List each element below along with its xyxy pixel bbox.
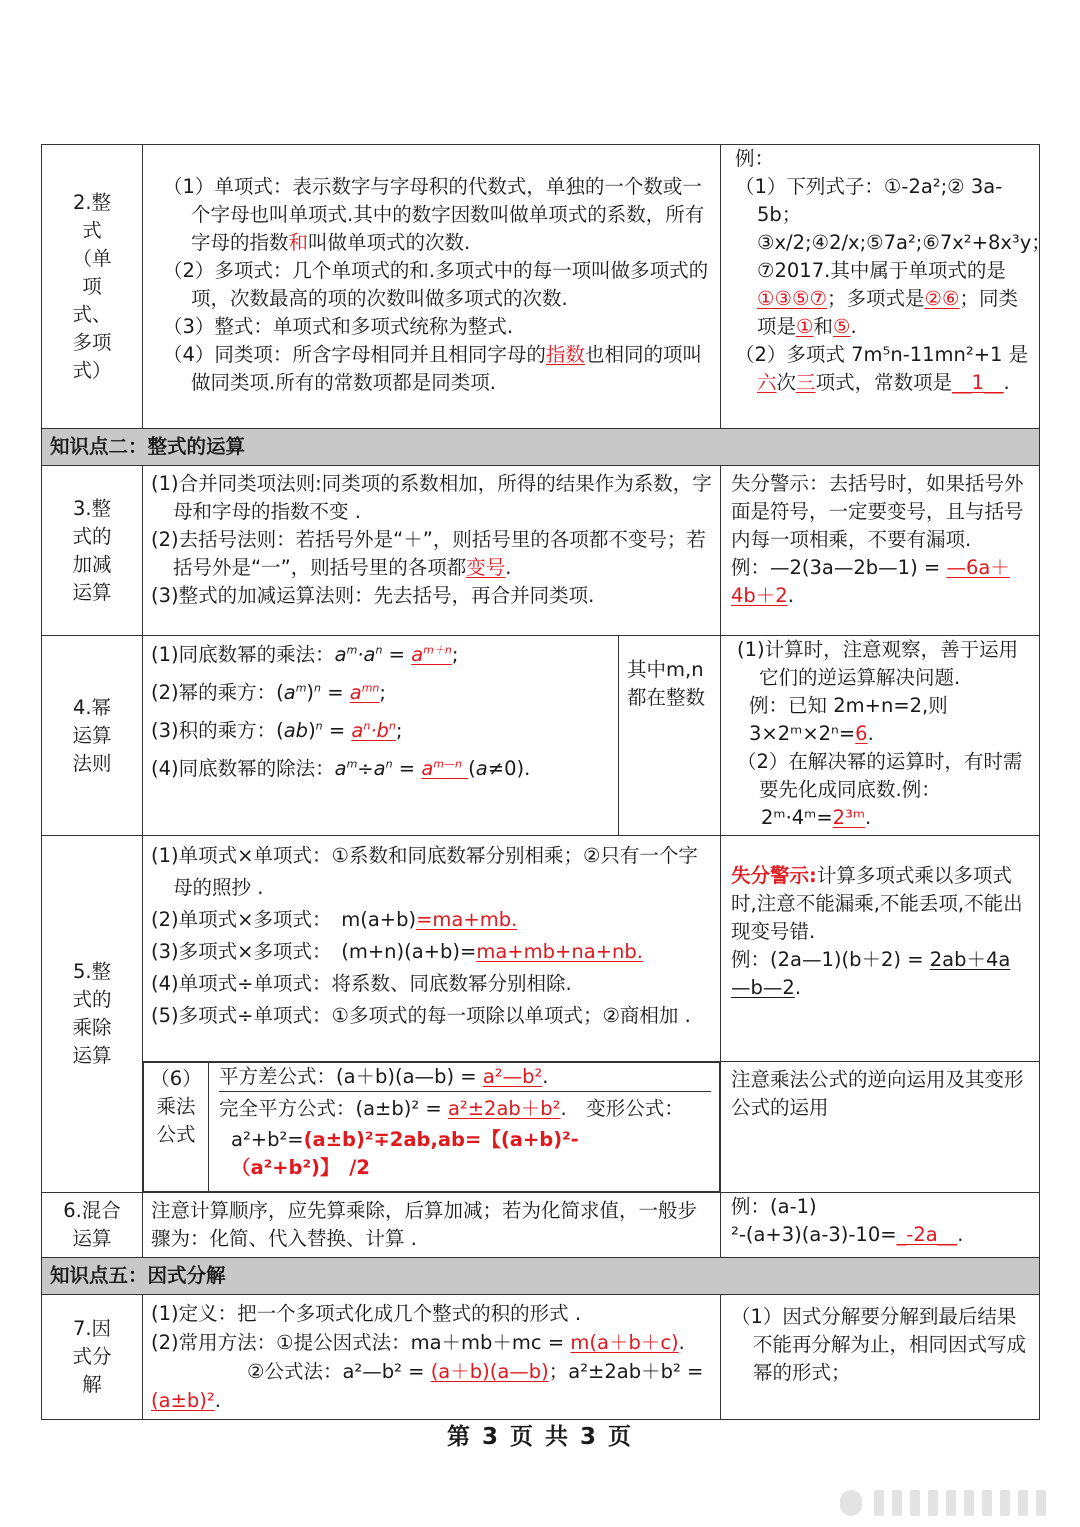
def-integral: （3）整式：单项式和多项式统称为整式. — [163, 315, 514, 338]
example-text: 例：(2a—1)(b＋2) = 2ab＋4a—b—2. — [731, 948, 1011, 999]
rule-brackets: (2)去括号法则：若括号外是“＋”，则括号里的各项都不变号；若括号外是“一”，则括号里的各项都变号. — [151, 528, 706, 579]
row-power-rules — [42, 636, 1040, 836]
watermark-bars-icon — [840, 1490, 1060, 1516]
example-1: （1）下列式子：①-2a²;② 3a-5b；③x/2;④2/x;⑤7a²;⑥7x²+8x³y；⑦2017.其中属于单项式的是①③⑤⑦；多项式是②⑥；同类项是①和⑤. — [735, 175, 1051, 338]
row-polynomial — [42, 145, 1040, 429]
factoring-tip: （1）因式分解要分解到最后结果不能再分解为止，相同因式写成幂的形式； — [731, 1305, 1027, 1384]
example-cell — [721, 145, 1051, 429]
factoring-def: (1)定义：把一个多项式化成几个整式的积的形式 . — [151, 1302, 582, 1325]
rule-poly-poly: (3)多项式×多项式： (m+n)(a+b)=ma+mb+na+nb. — [151, 940, 643, 963]
topic-label: 2.整式（单项式、多项式） — [72, 190, 112, 382]
topic-cell — [42, 1295, 143, 1420]
condition-cell — [619, 636, 721, 836]
example-2: （2）多项式 7m⁵n-11mn²+1 是六次三项式，常数项是__1__. — [735, 343, 1029, 394]
tip-1-example: 例：已知 2m+n=2,则 3×2ᵐ×2ⁿ=6. — [749, 694, 948, 745]
formula-note-cell — [721, 1062, 1040, 1193]
factoring-formula-end: (a±b)². — [151, 1389, 221, 1412]
formula-note: 注意乘法公式的逆向运用及其变形公式的运用 — [731, 1068, 1024, 1119]
mixed-text: 注意计算顺序，应先算乘除，后算加减；若为化简求值，一般步骤为：化简、代入替换、计算 . — [151, 1199, 698, 1250]
section-header-factoring — [42, 1258, 1040, 1295]
knowledge-table — [41, 144, 1051, 1420]
rule-mono-poly: (2)单项式×多项式： m(a+b)=ma+mb. — [151, 908, 518, 931]
rule-mono-mono: (1)单项式×单项式：①系数和同底数幂分别相乘；②只有一个字母的照抄 . — [151, 844, 698, 899]
square-difference: 平方差公式：(a＋b)(a—b) = a²—b². — [219, 1063, 711, 1092]
tip-2: （2）在解决幂的运算时，有时需要先化成同底数.例： — [737, 750, 1023, 801]
rule-mono-div: (4)单项式÷单项式：将系数、同底数幂分别相除. — [151, 972, 572, 995]
rule-poly-div: (5)多项式÷单项式：①多项式的每一项除以单项式；②商相加 . — [151, 1004, 691, 1027]
rule-product-power: (3)积的乘方：$(ab)^n = a^n\cdot b^n$; — [151, 719, 403, 742]
tip-2-example: 2ᵐ·4ᵐ=2³ᵐ. — [761, 806, 872, 829]
variant-formula: a²+b²=(a±b)²∓2ab,ab=【(a+b)²-（a²+b²)】 /2 — [231, 1128, 579, 1179]
topic-label: 7.因式分解 — [72, 1317, 112, 1396]
perfect-square: 完全平方公式：(a±b)² = a²±2ab＋b². 变形公式： — [219, 1097, 684, 1120]
rules-cell — [143, 466, 721, 636]
topic-label: 4.幂运算法则 — [72, 695, 112, 775]
rule-combine: (1)合并同类项法则:同类项的系数相加，所得的结果作为系数，字母和字母的指数不变 . — [151, 472, 712, 523]
rule-power: (2)幂的乘方：$(a^m)^n = a^{mn}$; — [151, 681, 386, 704]
rule-add-sub: (3)整式的加减运算法则：先去括号，再合并同类项. — [151, 584, 595, 607]
example-title: 例： — [735, 147, 775, 170]
def-monomial: （1）单项式：表示数字与字母积的代数式，单独的一个数或一个字母也叫单项式.其中的数字因数叫做单项式的系数，所有字母的指数和叫做单项式的次数. — [163, 175, 705, 254]
warning-cell — [721, 836, 1040, 1062]
rule-quotient: (4)同底数幂的除法：$a^m\div a^n = a^{m—n}$ (a≠0). — [151, 757, 531, 780]
tip-1: (1)计算时，注意观察，善于运用它们的逆运算解决问题. — [737, 638, 1019, 689]
topic-label: 6.混合运算 — [63, 1199, 121, 1250]
def-like-terms: （4）同类项：所含字母相同并且相同字母的指数也相同的项叫做同类项.所有的常数项都是同类项. — [163, 343, 702, 394]
condition-note: 其中m,n 都在整数 — [627, 658, 706, 709]
multiply-rules-cell — [143, 836, 721, 1062]
row-multiply-divide — [42, 836, 1040, 1062]
formula-list — [209, 1063, 720, 1192]
tips-cell — [721, 636, 1040, 836]
factoring-formula: ②公式法：a²—b² = (a＋b)(a—b)；a²±2ab＋b² = — [247, 1360, 704, 1383]
topic-cell — [42, 636, 143, 836]
mixed-cell — [143, 1193, 721, 1258]
rule-product: (1)同底数幂的乘法：$a^m\cdot a^n = a^{m+n}$; — [151, 643, 459, 666]
topic-cell — [42, 836, 143, 1193]
warning-text: 失分警示:计算多项式乘以多项式时,注意不能漏乘,不能丢项,不能出现变号错. — [731, 864, 1023, 943]
definition-cell — [143, 145, 721, 429]
factoring-tip-cell — [721, 1295, 1040, 1420]
topic-label: 3.整式的加减运算 — [72, 496, 112, 604]
factoring-cell — [143, 1295, 721, 1420]
formula-cell — [143, 1062, 721, 1193]
section-title: 知识点五：因式分解 — [42, 1258, 1040, 1295]
mixed-example-cell — [721, 1193, 1040, 1258]
factoring-method: (2)常用方法：①提公因式法：ma＋mb＋mc = m(a＋b＋c). — [151, 1331, 685, 1354]
row-formulas — [42, 1062, 1040, 1193]
row-add-subtract — [42, 466, 1040, 636]
mixed-ex-a: 例：(a-1) — [731, 1195, 817, 1218]
row-mixed — [42, 1193, 1040, 1258]
section-title: 知识点二：整式的运算 — [42, 429, 1040, 466]
topic-cell — [42, 1193, 143, 1258]
page-footer: 第 3 页 共 3 页 — [446, 1424, 634, 1450]
warning-text: 失分警示：去括号时，如果括号外面是符号，一定要变号，且与括号内每一项相乘，不要有漏项. — [731, 472, 1024, 551]
example-text: 例：—2(3a—2b—1) = —6a＋4b＋2. — [731, 556, 1010, 607]
topic-cell — [42, 466, 143, 636]
formula-label: （6）乘法公式 — [144, 1063, 209, 1192]
mixed-ex-b: ²-(a+3)(a-3)-10=_-2a__. — [731, 1223, 964, 1246]
def-polynomial: （2）多项式：几个单项式的和.多项式中的每一项叫做多项式的项，次数最高的项的次数叫做多项式的次数. — [163, 259, 709, 310]
power-rules-cell — [143, 636, 619, 836]
section-header-operations — [42, 429, 1040, 466]
warning-cell — [721, 466, 1040, 636]
topic-label: 5.整式的乘除运算 — [72, 960, 112, 1067]
topic-cell — [42, 145, 143, 429]
row-factoring — [42, 1295, 1040, 1420]
